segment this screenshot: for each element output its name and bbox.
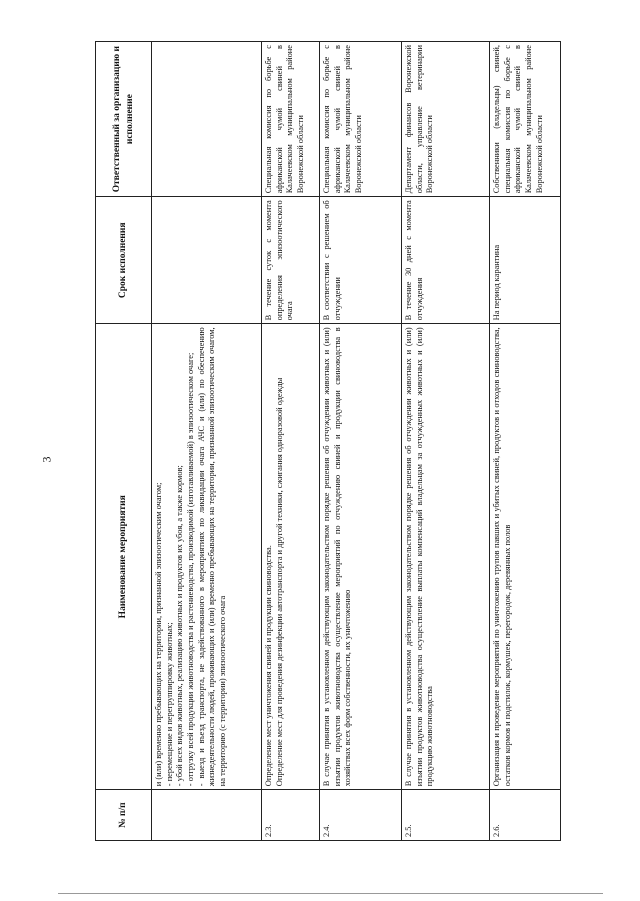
row-responsible: Специальная комиссия по борьбе с африканской чумой свиней в Калачеевском муниципальном районе Воронежской области xyxy=(262,42,320,197)
row-name xyxy=(320,324,402,790)
name-line: Организация и проведение мероприятий по уничтожению трупов павших и убитых свиней, продуктов и отходов свиноводства, остатков кормов и подстилок, кормушек, перегородок, деревянных полов xyxy=(492,327,512,787)
name-line: Определение мест уничтожения свиней и продукции свиноводства. xyxy=(264,545,273,787)
name-line: Определение мест для проведения дезинфекции автотранспорта и другой техники, сжигания одноразовой одежды xyxy=(274,377,284,787)
name-line: В случае принятия в установленном действующим законодательством порядке решения об отчуждении животных и (или) изъятии продуктов животноводства осуществление выплаты компенсаций владельцам за отчужденных животных и (или) продукцию животноводства xyxy=(404,327,435,787)
name-line: - отгрузку всей продукции животноводства и растениеводства, производимой (изготавливаемой) в эпизоотическом очаге; xyxy=(186,352,196,787)
row-name xyxy=(152,324,262,790)
row-responsible xyxy=(152,42,262,197)
row-name xyxy=(262,324,320,790)
header-responsible: Ответственный за организацию и исполнение xyxy=(96,42,152,197)
page-number: 3 xyxy=(39,456,54,463)
row-num: 2.6. xyxy=(490,790,561,841)
name-line: - перемещение и перегруппировку животных; xyxy=(164,622,174,787)
row-responsible: Собственники (владельцы) свиней, специальная комиссия по борьбе с африканской чумой свиней в Калачеевском муниципальном районе Воронежской области xyxy=(490,42,561,197)
row-num xyxy=(152,790,262,841)
measures-table xyxy=(95,41,561,841)
row-num: 2.4. xyxy=(320,790,402,841)
header-term: Срок исполнения xyxy=(96,197,152,324)
row-term: В соответствии с решением об отчуждении xyxy=(320,197,402,324)
row-term: На период карантина xyxy=(490,197,561,324)
rotated-page-content xyxy=(95,41,560,841)
name-line: В случае принятия в установленном действующим законодательством порядке решения об отчуждении животных и (или) изъятии продуктов животноводства осуществление мероприятий по отчуждению свиней и продукции свиноводства в хозяйствах всех форм собственности, их уничтожению xyxy=(322,327,353,787)
scan-edge-line xyxy=(58,893,603,894)
table-row xyxy=(402,42,490,841)
table-row xyxy=(262,42,320,841)
row-responsible: Департамент финансов Воронежской области, управление ветеринарии Воронежской области xyxy=(402,42,490,197)
name-line: - убой всех видов животных, реализацию животных и продуктов их убоя, а также кормов; xyxy=(175,465,185,787)
table-row xyxy=(320,42,402,841)
row-name xyxy=(490,324,561,790)
name-line: и (или) временно пребывающих на территории, признанной эпизоотическим очагом; xyxy=(154,482,163,787)
row-name xyxy=(402,324,490,790)
name-line: - выезд и въезд транспорта, не задействованного в мероприятиях по ликвидации очага АЧС и (или) по обеспечению жизнедеятельности людей, проживающих и (или) временно пребывающих на территории, признанной эпизоотическим очагом, на территорию (с территории) эпизоотического очага xyxy=(196,327,228,787)
header-name: Наименование мероприятия xyxy=(96,324,152,790)
row-num: 2.3. xyxy=(262,790,320,841)
table-row xyxy=(490,42,561,841)
row-term: В течение суток с момента определения эпизоотического очага xyxy=(262,197,320,324)
header-row xyxy=(96,42,152,841)
row-term xyxy=(152,197,262,324)
row-responsible: Специальная комиссия по борьбе с африканской чумой свиней в Калачеевском муниципальном районе Воронежской области xyxy=(320,42,402,197)
header-num: № п/п xyxy=(96,790,152,841)
table-row xyxy=(152,42,262,841)
row-term: В течение 30 дней с момента отчуждения xyxy=(402,197,490,324)
row-num: 2.5. xyxy=(402,790,490,841)
